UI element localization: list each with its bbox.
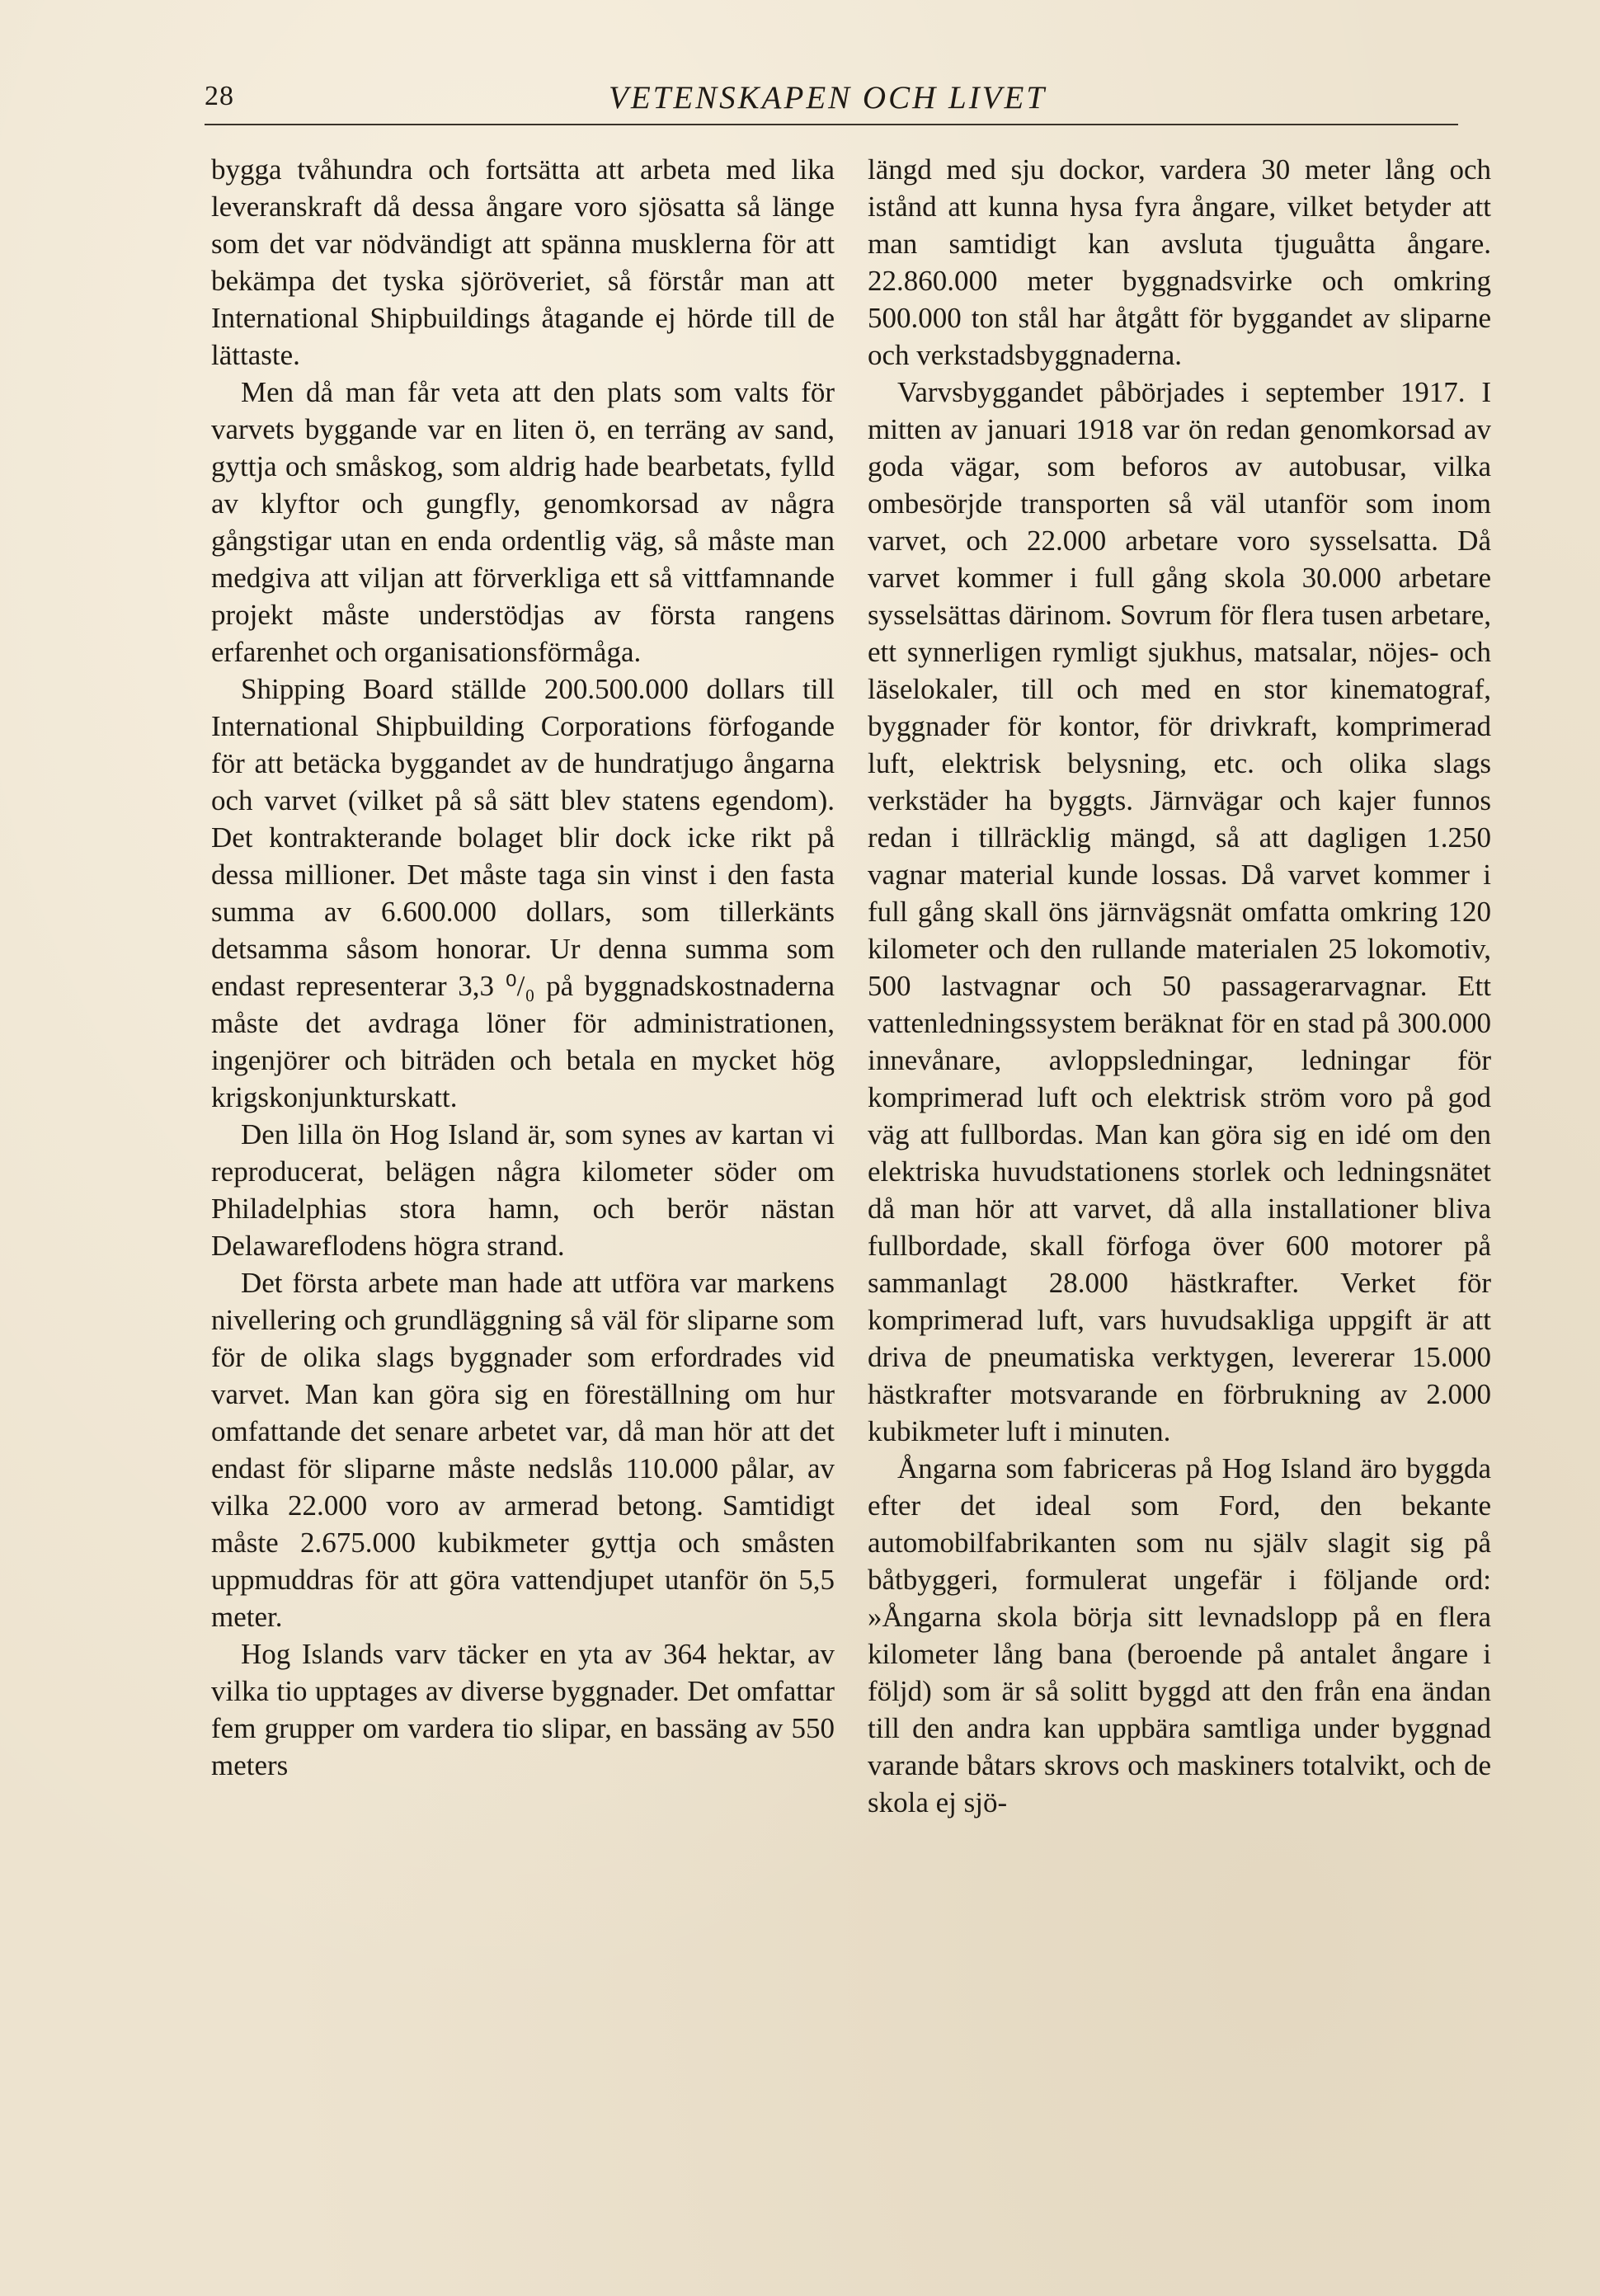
- left-column: [211, 151, 835, 1784]
- paragraph: Det första arbete man hade att utföra var markens nivellering och grundläggning så väl för sliparne som för de olika slags byggnader som erfordrades vid varvet. Man kan göra sig en föreställning om hur omfattande det senare arbetet var, då man hör att det endast för sliparne måste nedslås 110.000 pålar, av vilka 22.000 voro av armerad betong. Samtidigt måste 2.675.000 kubikmeter gyttja och småsten uppmuddras för att göra vattendjupet utanför ön 5,5 meter.: [211, 1267, 835, 1633]
- paragraph: bygga tvåhundra och fortsätta att arbeta med lika leveranskraft då dessa ångare voro sjösatta så länge som det var nödvändigt att spänna musklerna för att bekämpa det tyska sjöröveriet, så förstår man att International Shipbuildings åtagande ej hörde till de lättaste.: [211, 153, 835, 371]
- running-header: [205, 73, 1458, 125]
- right-column: [868, 151, 1491, 1821]
- page-number: 28: [205, 81, 234, 111]
- paragraph: Varvsbyggandet påbörjades i september 1917. I mitten av januari 1918 var ön redan genomkorsad av goda vägar, som beforos av autobusar, vilka ombesörjde transporten så väl utanför som inom varvet, och 22.000 arbetare voro sysselsatta. Då varvet kommer i full gång skola 30.000 arbetare sysselsättas därinom. Sovrum för flera tusen arbetare, ett synnerligen rymligt sjukhus, matsalar, nöjes- och läselokaler, till och med en stor kinematograf, byggnader för kontor, för drivkraft, komprimerad luft, elektrisk belysning, etc. och olika slags verkstäder ha byggts. Järnvägar och kajer funnos redan i tillräcklig mängd, så att dagligen 1.250 vagnar material kunde lossas. Då varvet kommer i full gång skall öns järnvägsnät omfatta omkring 120 kilometer och den rullande materialen 25 lokomotiv, 500 lastvagnar och 50 passagerarvagnar. Ett vattenledningssystem beräknat för en stad på 300.000 innevånare, avloppsledningar, ledningar för komprimerad luft och elektrisk ström voro på god väg att fullbordas. Man kan göra sig en idé om den elektriska huvudstationens storlek och ledningsnätet då man hör att varvet, då alla installationer bliva fullbordade, skall förfoga över 600 motorer på sammanlagt 28.000 hästkrafter. Verket för komprimerad luft, vars huvudsakliga uppgift är att driva de pneumatiska verktygen, levererar 15.000 hästkrafter motsvarande en förbrukning av 2.000 kubikmeter luft i minuten.: [868, 376, 1491, 1447]
- paragraph: Den lilla ön Hog Island är, som synes av kartan vi reproducerat, belägen några kilometer söder om Philadelphias stora hamn, och berör nästan Delawareflodens högra strand.: [211, 1118, 835, 1262]
- paragraph: längd med sju dockor, vardera 30 meter lång och istånd att kunna hysa fyra ångare, vilket betyder att man samtidigt kan avsluta tjuguåtta ångare. 22.860.000 meter byggnadsvirke och omkring 500.000 ton stål har åtgått för byggandet av sliparne och verkstadsbyggnaderna.: [868, 153, 1491, 371]
- paragraph: Men då man får veta att den plats som valts för varvets byggande var en liten ö, en terräng av sand, gyttja och småskog, som aldrig hade bearbetats, fylld av klyftor och gungfly, genomkorsad av några gångstigar utan en enda ordentlig väg, så måste man medgiva att viljan att förverkliga ett så vittfamnande projekt måste understödjas av första rangens erfarenhet och organisationsförmåga.: [211, 376, 835, 668]
- running-title: VETENSKAPEN OCH LIVET: [609, 80, 1047, 115]
- paragraph: Hog Islands varv täcker en yta av 364 hektar, av vilka tio upptages av diverse byggnader. Det omfattar fem grupper om vardera tio slipar, en bassäng av 550 meters: [211, 1638, 835, 1781]
- paragraph: Ångarna som fabriceras på Hog Island äro byggda efter det ideal som Ford, den bekante automobilfabrikanten som nu själv slagit sig på båtbyggeri, formulerat ungefär i följande ord: »Ångarna skola börja sitt levnadslopp på en flera kilometer lång bana (beroende på antalet ångare i följd) som är så solitt byggd att den från ena ändan till den andra kan uppbära samtliga under byggnad varande båtars skrovs och maskiners totalvikt, och de skola ej sjö-: [868, 1452, 1491, 1818]
- paragraph: Shipping Board ställde 200.500.000 dollars till International Shipbuilding Corporations förfogande för att betäcka byggandet av de hundratjugo ångarna och varvet (vilket på så sätt blev statens egendom). Det kontrakterande bolaget blir dock icke rikt på dessa millioner. Det måste taga sin vinst i den fasta summa av 6.600.000 dollars, som tillerkänts detsamma såsom honorar. Ur denna summa som endast representerar 3,3 ⁰/₀ på byggnadskostnaderna måste det avdraga löner för administrationen, ingenjörer och biträden och betala en mycket hög krigskonjunkturskatt.: [211, 673, 835, 1113]
